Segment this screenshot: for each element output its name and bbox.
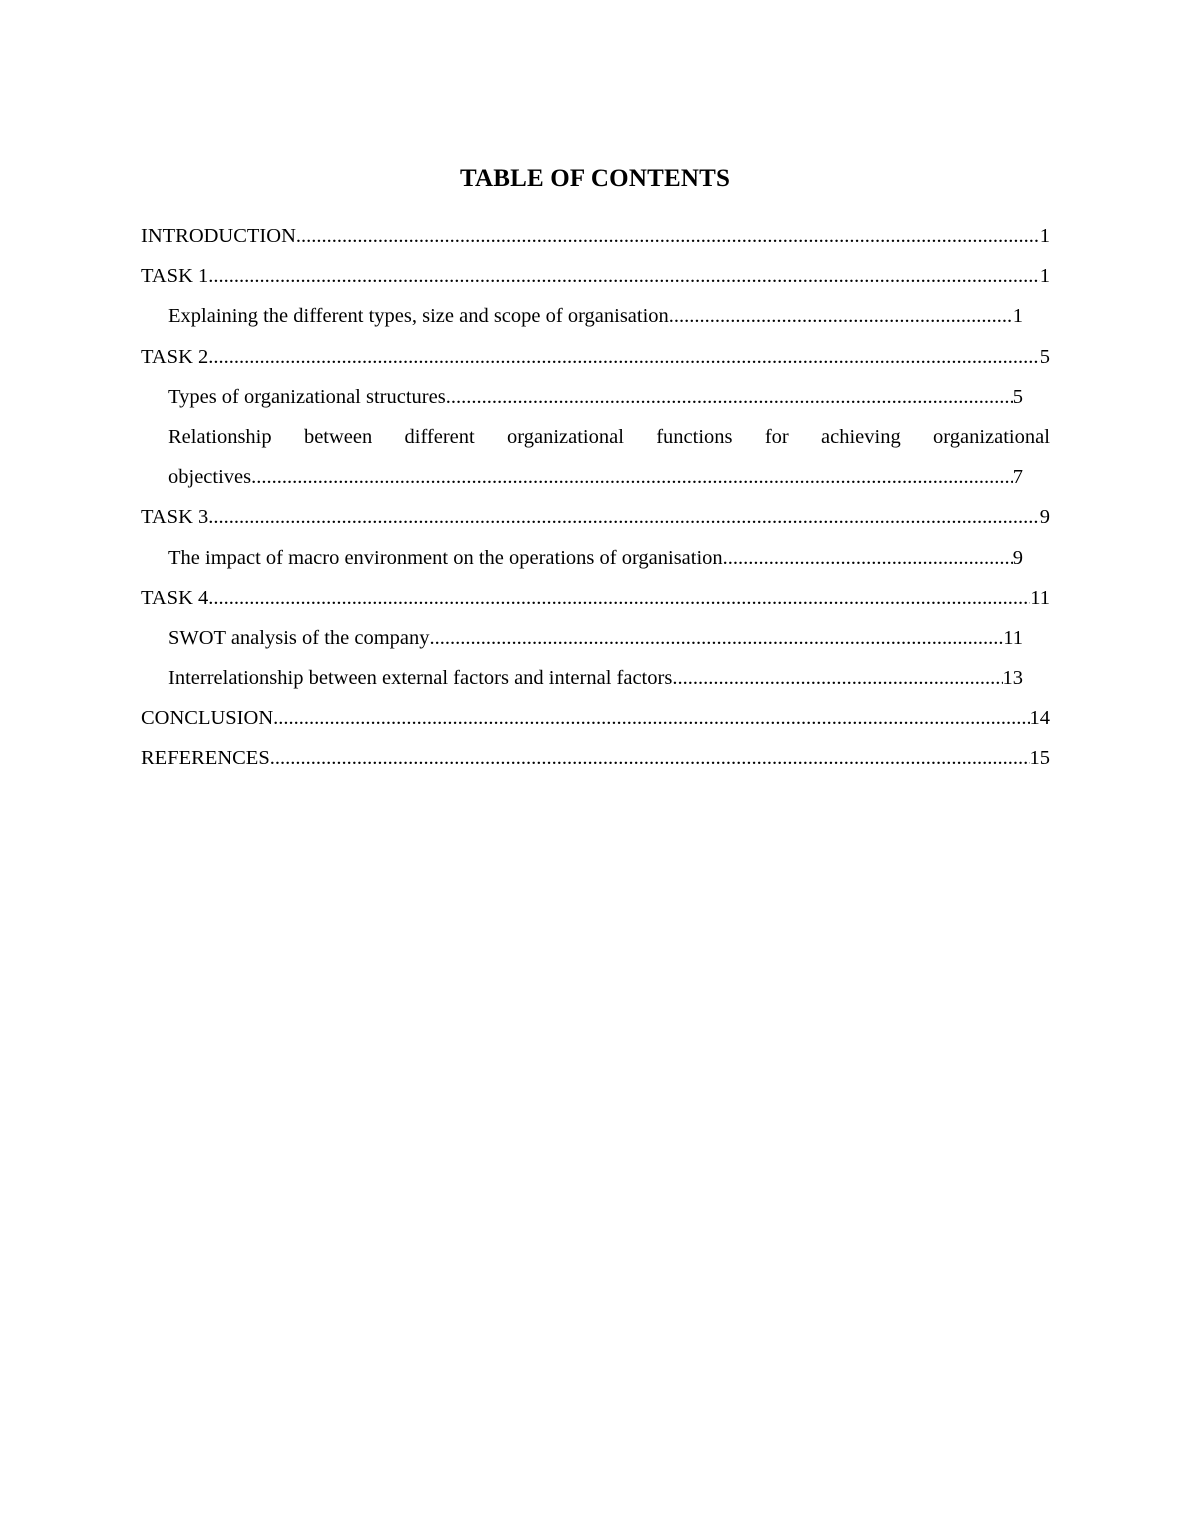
toc-dot-leader	[270, 738, 1030, 778]
toc-page-number: 7	[1012, 466, 1023, 489]
toc-word: different	[404, 425, 475, 448]
toc-word: functions	[656, 425, 733, 448]
toc-entry[interactable]	[141, 738, 1050, 778]
toc-page-number: 11	[1003, 626, 1023, 649]
toc-entry-label: TASK 2	[141, 345, 209, 368]
toc-word: organizational	[933, 425, 1050, 448]
toc-page-number: 9	[1012, 546, 1023, 569]
toc-entry-label: Explaining the different types, size and scope of organisation	[168, 305, 669, 328]
toc-entry[interactable]	[141, 216, 1050, 256]
toc-dot-leader	[430, 618, 1004, 658]
toc-word: between	[303, 425, 373, 448]
toc-dot-leader	[208, 578, 1030, 618]
toc-page-number: 14	[1029, 707, 1050, 730]
toc-word: Relationship	[168, 425, 272, 448]
toc-subentry[interactable]	[168, 377, 1023, 417]
toc-dot-leader	[251, 457, 1013, 497]
toc-entry-label: CONCLUSION	[141, 707, 274, 730]
toc-page-number: 1	[1012, 305, 1023, 328]
toc-word: achieving	[821, 425, 901, 448]
toc-entry-label: Types of organizational structures	[168, 385, 446, 408]
toc-dot-leader	[273, 698, 1029, 738]
toc-entry-label: The impact of macro environment on the operations of organisation	[168, 546, 723, 569]
toc-page-number: 5	[1012, 385, 1023, 408]
toc-entry[interactable]	[141, 698, 1050, 738]
toc-entry-label: TASK 1	[141, 265, 209, 288]
toc-entry-label: Interrelationship between external factors and internal factors	[168, 667, 673, 690]
toc-subentry[interactable]	[168, 457, 1023, 497]
toc-page-number: 15	[1029, 747, 1050, 770]
toc-dot-leader	[296, 216, 1040, 256]
toc-dot-leader	[208, 256, 1039, 296]
toc-page-number: 9	[1039, 506, 1050, 529]
toc-entry-label: TASK 3	[141, 506, 209, 529]
toc-subentry-wrapped-line[interactable]	[168, 417, 1050, 457]
toc-entry-label: objectives	[168, 466, 252, 489]
toc-subentry[interactable]	[168, 296, 1023, 336]
toc-subentry[interactable]	[168, 618, 1023, 658]
toc-page-number: 1	[1039, 225, 1050, 247]
toc-dot-leader	[208, 337, 1039, 377]
toc-entry-label: INTRODUCTION	[141, 225, 296, 247]
toc-entry[interactable]	[141, 497, 1050, 537]
toc-entry-label: SWOT analysis of the company	[168, 626, 430, 649]
page-title: TABLE OF CONTENTS	[459, 165, 731, 192]
toc-word: organizational	[507, 425, 624, 448]
toc-entry[interactable]	[141, 256, 1050, 296]
toc-entry-label: REFERENCES	[141, 747, 270, 770]
toc-dot-leader	[723, 538, 1013, 578]
toc-subentry[interactable]	[168, 538, 1023, 578]
toc-entry[interactable]	[141, 337, 1050, 377]
toc-entry[interactable]	[141, 578, 1050, 618]
toc-page-number: 13	[1002, 667, 1023, 690]
toc-subentry[interactable]	[168, 658, 1023, 698]
toc-dot-leader	[669, 296, 1013, 336]
toc-page-number: 11	[1030, 586, 1050, 609]
toc-list	[141, 216, 1050, 779]
toc-word: for	[764, 425, 789, 448]
toc-page-number: 1	[1039, 265, 1050, 288]
toc-dot-leader	[446, 377, 1013, 417]
toc-page-number: 5	[1039, 345, 1050, 368]
toc-dot-leader	[208, 497, 1039, 537]
toc-dot-leader	[672, 658, 1002, 698]
toc-entry-label: TASK 4	[141, 586, 209, 609]
